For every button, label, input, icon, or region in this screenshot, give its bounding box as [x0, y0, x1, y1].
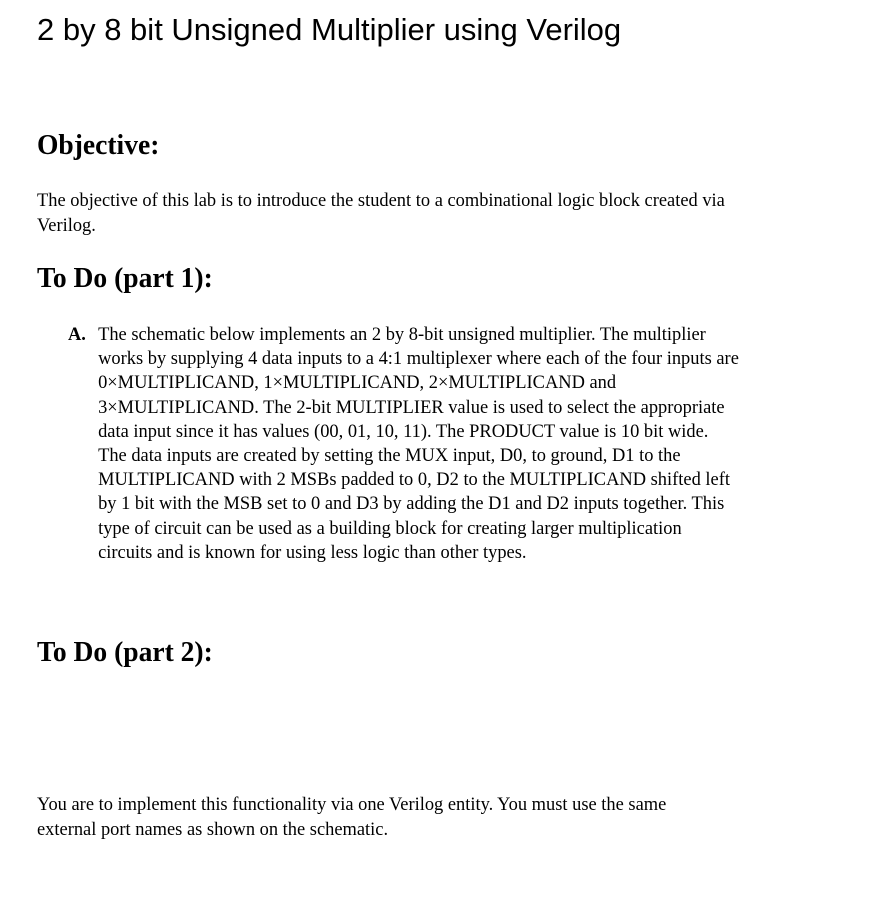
- list-item-line: type of circuit can be used as a building block for creating larger multiplication: [98, 517, 682, 539]
- list-item-line: circuits and is known for using less logic than other types.: [98, 541, 527, 563]
- part2-line: You are to implement this functionality via one Verilog entity. You must use the same: [37, 794, 667, 815]
- document-title: 2 by 8 bit Unsigned Multiplier using Verilog: [37, 12, 622, 47]
- objective-heading: Objective:: [37, 129, 160, 161]
- part2-line: external port names as shown on the schematic.: [37, 818, 389, 840]
- list-item-line: data input since it has values (00, 01, 10, 11). The PRODUCT value is 10 bit wide.: [98, 420, 709, 442]
- list-item-line: by 1 bit with the MSB set to 0 and D3 by adding the D1 and D2 inputs together. This: [98, 493, 725, 515]
- list-item-line: The data inputs are created by setting the MUX input, D0, to ground, D1 to the: [98, 445, 681, 467]
- list-item-line: works by supplying 4 data inputs to a 4:1 multiplexer where each of the four inputs are: [98, 348, 739, 370]
- list-item-body: [98, 323, 739, 565]
- list-item-line: 0×MULTIPLICAND, 1×MULTIPLICAND, 2×MULTIPLICAND and: [98, 372, 617, 394]
- part2-paragraph: [37, 793, 666, 842]
- list-marker: A.: [68, 324, 86, 345]
- part1-heading: To Do (part 1):: [37, 262, 213, 294]
- objective-line: The objective of this lab is to introduce the student to a combinational logic block created via: [37, 190, 725, 211]
- objective-line: Verilog.: [37, 214, 96, 236]
- list-item-line: MULTIPLICAND with 2 MSBs padded to 0, D2 to the MULTIPLICAND shifted left: [98, 469, 730, 491]
- list-item-line: The schematic below implements an 2 by 8-bit unsigned multiplier. The multiplier: [98, 324, 706, 345]
- part2-heading: To Do (part 2):: [37, 636, 213, 668]
- list-item-line: 3×MULTIPLICAND. The 2-bit MULTIPLIER value is used to select the appropriate: [98, 396, 725, 418]
- objective-paragraph: [37, 189, 725, 238]
